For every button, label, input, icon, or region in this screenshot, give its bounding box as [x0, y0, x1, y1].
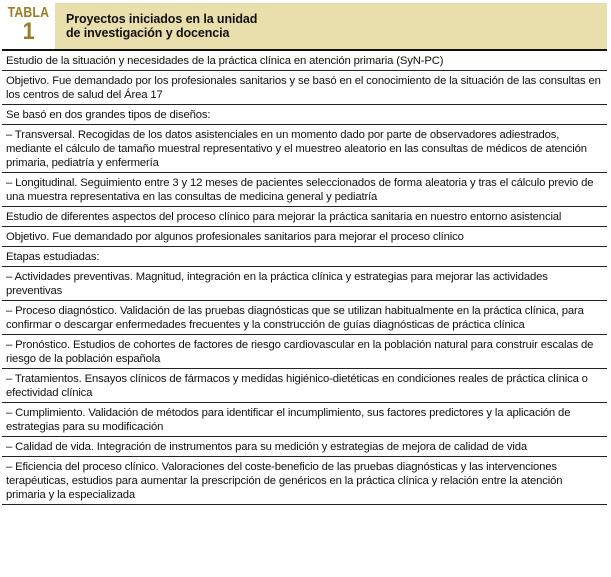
- table-row: Objetivo. Fue demandado por algunos profesionales sanitarios para mejorar el proceso clínico: [2, 227, 607, 247]
- table-badge-label: TABLA: [7, 4, 50, 21]
- table-row: Etapas estudiadas:: [2, 247, 607, 267]
- table-row: Estudio de la situación y necesidades de la práctica clínica en atención primaria (SyN-PC): [2, 51, 607, 71]
- table-title: [55, 3, 607, 49]
- table-row: Objetivo. Fue demandado por los profesionales sanitarios y se basó en el conocimiento de la situación de las consultas en los centros de salud del Área 17: [2, 71, 607, 105]
- table-row: – Longitudinal. Seguimiento entre 3 y 12 meses de pacientes seleccionados de forma aleatoria y tras el cálculo previo de una muestra representativa en las consultas de medicina general y pediatría: [2, 173, 607, 207]
- table-row: Se basó en dos grandes tipos de diseños:: [2, 105, 607, 125]
- table-row: – Eficiencia del proceso clínico. Valoraciones del coste-beneficio de las pruebas diagnósticas y las intervenciones terapéuticas, estudios para aumentar la prescripción de genéricos en la práctica clínica y relación entre la atención primaria y la especializada: [2, 457, 607, 505]
- table-row: – Proceso diagnóstico. Validación de las pruebas diagnósticas que se utilizan habitualmente en la práctica clínica, para confirmar o descargar enfermedades frecuentes y la construcción de guías diagnósticas de práctica clínica: [2, 301, 607, 335]
- table-title-line-1: Proyectos iniciados en la unidad: [66, 12, 258, 26]
- table-row: – Transversal. Recogidas de los datos asistenciales en un momento dado por parte de observadores adiestrados, mediante el cálculo de tamaño muestral representativo y el muestreo aleatorio en las consultas de médicos de atención primaria, pediatría y enfermería: [2, 125, 607, 173]
- table-title-line-2: de investigación y docencia: [66, 26, 230, 40]
- table-header: [2, 3, 607, 51]
- table-row: – Tratamientos. Ensayos clínicos de fármacos y medidas higiénico-dietéticas en condiciones reales de práctica clínica o efectividad clínica: [2, 369, 607, 403]
- table-row: – Pronóstico. Estudios de cohortes de factores de riesgo cardiovascular en la población natural para construir escalas de riesgo de la población española: [2, 335, 607, 369]
- table-row: – Cumplimiento. Validación de métodos para identificar el incumplimiento, sus factores predictores y la aplicación de estrategias para su modificación: [2, 403, 607, 437]
- table-badge: [2, 3, 55, 49]
- table-badge-number: 1: [22, 18, 35, 45]
- table-row: – Actividades preventivas. Magnitud, integración en la práctica clínica y estrategias para mejorar las actividades preventivas: [2, 267, 607, 301]
- table-row: – Calidad de vida. Integración de instrumentos para su medición y estrategias de mejora de calidad de vida: [2, 437, 607, 457]
- table-figure: [2, 0, 607, 505]
- table-body: [2, 51, 607, 505]
- table-row: Estudio de diferentes aspectos del proceso clínico para mejorar la práctica sanitaria en nuestro entorno asistencial: [2, 207, 607, 227]
